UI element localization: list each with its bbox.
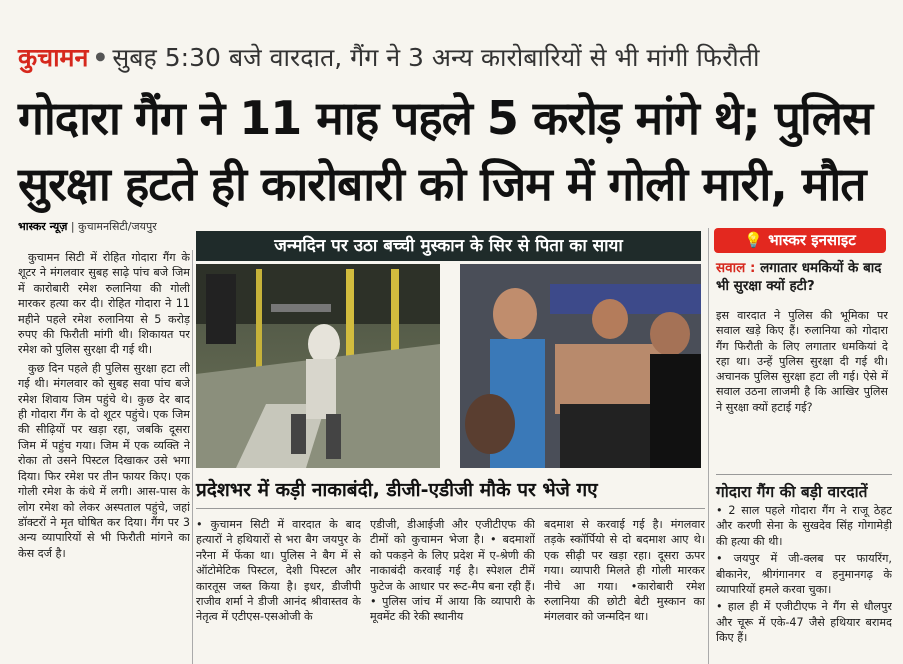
story-column-3: एडीजी, डीआईजी और एजीटीएफ की टीमों को कुचामन भेजा है। • बदमाशों को पकड़ने के लिए प्रदेश में ए-श्रेणी की नाकाबंदी करवाई गई है। स्पेशल टीमें फुटेज के आधार पर रूट-मैप बना रही हैं। • पुलिस जांच में आया कि व्यापारी के मूवमेंट की रेकी स्थानीय [370, 518, 535, 624]
hospital-photo [460, 264, 701, 468]
godara-rule [716, 474, 892, 475]
kicker-bullet: • [92, 43, 109, 72]
subhead-rule [196, 508, 705, 509]
cctv-photo [196, 264, 440, 468]
byline-agency: भास्कर न्यूज़ [18, 220, 68, 233]
subhead: प्रदेशभर में कड़ी नाकाबंदी, डीजी-एडीजी मौके पर भेजे गए [196, 479, 598, 501]
list-item: • 2 साल पहले गोदारा गैंग ने राजू ठेहट और करणी सेना के सुखदेव सिंह गोगामेड़ी की हत्या की थी। [716, 504, 892, 548]
story-column-2: • कुचामन सिटी में वारदात के बाद हत्यारों ने हथियारों से भरा बैग जयपुर के नरैना में फेंका था। पुलिस ने बैग में से ऑटोमेटिक पिस्टल, देशी पिस्टल और कारतूस जब्त किया है। इधर, डीजीपी राजीव शर्मा ने डीजी आनंद श्रीवास्तव के नेतृत्व में एटीएस-एसओजी के [196, 518, 361, 624]
story-para-1: कुचामन सिटी में रोहित गोदारा गैंग के शूटर ने मंगलवार सुबह साढ़े पांच बजे जिम में कारोबारी रमेश रुलानिया की गोली मारकर हत्या कर दी। रोहित गोदारा ने 11 महीने पहले रमेश रुलानिया से 5 करोड़ रुपए की फिरौती मांगी थी। शिकायत पर रमेश को पुलिस सुरक्षा दी गई थी। [18, 251, 190, 357]
headline-line1: गोदारा गैंग ने 11 माह पहले 5 करोड़ मांगे थे; पुलिस [18, 91, 873, 145]
column-divider [192, 250, 193, 664]
godara-title: गोदारा गैंग की बड़ी वारदातें [716, 483, 868, 501]
kicker-place: कुचामन [18, 43, 89, 72]
insight-question-label: सवाल : [716, 260, 756, 276]
story-para-2: कुछ दिन पहले ही पुलिस सुरक्षा हटा ली गई थी। मंगलवार को सुबह सवा पांच बजे रमेश शिवाय जिम पहुंचे थे। कुछ देर बाद ही गोदारा गैंग के दो शूटर पहुंचे। एक जिम की सीढ़ियों पर खड़ा रहा, जबकि दूसरा जिम में पहुंच गया। जिम में एक व्यक्ति ने रोका तो उसने पिस्टल दिखाकर उसे भगा दिया। फिर रमेश पर तीन फायर किए। एक गोली रमेश के कंधे में लगी। आस-पास के लोग रमेश को लेकर अस्पताल पहुंचे, जहां डॉक्टरों ने मृत घोषित कर दिया। गैंग पर 3 अन्य व्यापारियों से भी फिरौती मांगने का केस दर्ज है। [18, 361, 190, 560]
list-item: • जयपुर में जी-क्लब पर फायरिंग, बीकानेर, श्रीगंगानगर व हनुमानगढ़ के व्यापारियों हमले करवा चुका। [716, 552, 892, 597]
insight-icon: 💡 [744, 231, 763, 249]
list-item: • हाल ही में एजीटीएफ ने गैंग से धौलपुर और चूरू में एके-47 जैसे हथियार बरामद किए हैं। [716, 600, 892, 645]
story-column-1 [18, 250, 190, 664]
insight-badge [714, 228, 886, 253]
headline-line2: सुरक्षा हटते ही कारोबारी को जिम में गोली मारी, मौत [18, 157, 866, 211]
photo-caption-bar: जन्मदिन पर उठा बच्ची मुस्कान के सिर से पिता का साया [196, 231, 701, 261]
insight-body: इस वारदात ने पुलिस की भूमिका पर सवाल खड़े किए हैं। रुलानिया को गोदारा गैंग फिरौती के लिए लगातार धमकियां दे रहा था। उन्हें पुलिस सुरक्षा दी गई थी। अचानक पुलिस सुरक्षा हटा ली गई। ऐसे में सवाल उठना लाजमी है कि आखिर पुलिस ने सुरक्षा क्यों हटाई गई? [716, 309, 888, 414]
insight-badge-label: भास्कर इनसाइट [768, 231, 856, 249]
byline: भास्कर न्यूज़ | कुचामनसिटी/जयपुर [18, 220, 157, 233]
insight-question [716, 259, 888, 295]
kicker-subtitle: सुबह 5:30 बजे वारदात, गैंग ने 3 अन्य कारोबारियों से भी मांगी फिरौती [112, 43, 760, 72]
kicker [18, 40, 760, 74]
insight-question-text: लगातार धमकियों के बाद भी सुरक्षा क्यों हटी? [716, 260, 882, 294]
column-divider [708, 228, 709, 664]
story-column-4: बदमाश से करवाई गई है। मंगलवार तड़के स्कॉर्पियो से दो बदमाश आए थे। एक सीढ़ी पर खड़ा रहा। दूसरा ऊपर गया। व्यापारी मिलते ही गोली मारकर नीचे आ गया। •कारोबारी रमेश रुलानिया की छोटी बेटी मुस्कान का मंगलवार को जन्मदिन था। [544, 518, 705, 624]
byline-place: कुचामनसिटी/जयपुर [78, 220, 157, 233]
godara-list [716, 503, 892, 664]
